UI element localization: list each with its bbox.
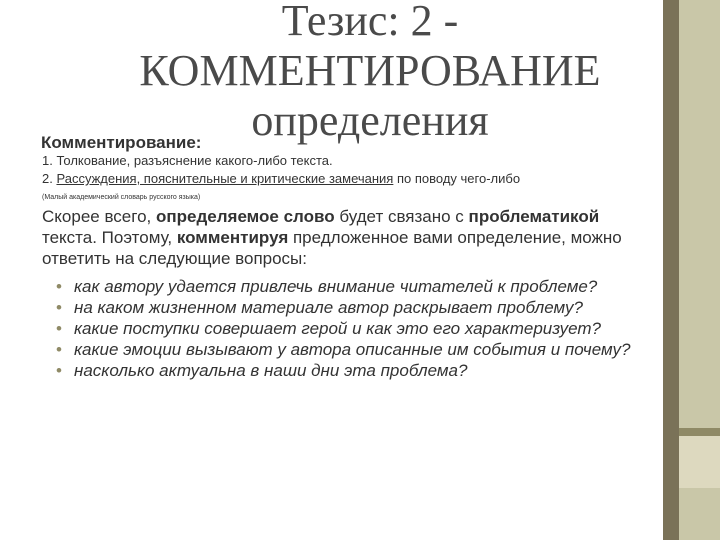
definition-item-1: 1. Толкование, разъяснение какого-либо текста. xyxy=(42,153,333,168)
bullet-icon: • xyxy=(56,319,62,338)
sidebar-accent-top xyxy=(679,428,720,436)
dictionary-source: (Малый академический словарь русского языка) xyxy=(42,194,201,201)
paragraph-bold-3: комментируя xyxy=(176,228,289,247)
list-item xyxy=(50,297,650,318)
slide-title xyxy=(100,0,640,146)
main-paragraph xyxy=(42,206,657,269)
question-text: какие поступки совершает герой и как это его характеризует? xyxy=(74,319,601,338)
term-label: Комментирование: xyxy=(41,133,202,152)
definition-item-2-prefix: 2. xyxy=(42,171,57,186)
list-item xyxy=(50,360,650,381)
definition-item-2 xyxy=(42,170,652,188)
question-text: насколько актуальна в наши дни эта проблема? xyxy=(74,361,468,380)
definition-item-2-suffix: по поводу чего-либо xyxy=(393,171,521,186)
title-line-3: определения xyxy=(251,96,489,145)
bullet-icon: • xyxy=(56,298,62,317)
bullet-icon: • xyxy=(56,340,62,359)
sidebar-dark-stripe xyxy=(663,0,679,540)
list-item xyxy=(50,276,650,297)
paragraph-text-4: предложенное вами определение, можно ответить на следующие вопросы: xyxy=(42,228,622,268)
question-text: на каком жизненном материале автор раскрывает проблему? xyxy=(74,298,583,317)
question-text: как автору удается привлечь внимание читателей к проблеме? xyxy=(74,277,598,296)
paragraph-text-1: Скорее всего, xyxy=(42,207,156,226)
paragraph-text-3: текста. Поэтому, xyxy=(42,228,177,247)
bullet-icon: • xyxy=(56,277,62,296)
question-text: какие эмоции вызывают у автора описанные им события и почему? xyxy=(74,340,631,359)
definition-list xyxy=(42,152,652,188)
sidebar-accent-mid xyxy=(679,436,720,488)
paragraph-bold-2: проблематикой xyxy=(468,207,600,226)
bullet-icon: • xyxy=(56,361,62,380)
question-list xyxy=(50,276,650,381)
paragraph-text-2: будет связано с xyxy=(334,207,469,226)
title-line-2: КОММЕНТИРОВАНИЕ xyxy=(139,46,601,95)
sidebar-accent-bottom xyxy=(679,488,720,540)
title-line-1: Тезис: 2 - xyxy=(281,0,459,45)
list-item xyxy=(50,339,650,360)
paragraph-bold-1: определяемое слово xyxy=(155,207,335,226)
definition-item-2-underlined: Рассуждения, пояснительные и критические замечания xyxy=(56,171,394,186)
sidebar-light-stripe xyxy=(679,0,720,540)
list-item xyxy=(50,318,650,339)
